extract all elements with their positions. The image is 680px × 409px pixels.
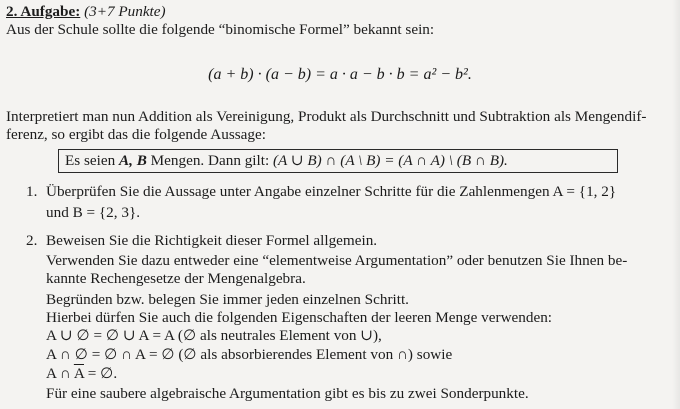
- item-number-1: 1.: [26, 183, 38, 200]
- item-1-line-2: und B = {2, 3}.: [46, 204, 141, 221]
- statement-sets: A, B: [119, 152, 147, 169]
- item-2-line-5: Hierbei dürfen Sie auch die folgenden Eigenschaften der leeren Menge verwenden:: [46, 309, 553, 326]
- interpretation-text-line-2: ferenz, so ergibt das die folgende Aussage:: [6, 126, 266, 143]
- empty-set-rule-union: A ∪ ∅ = ∅ ∪ A = A (∅ als neutrales Element von ∪),: [46, 327, 382, 344]
- complement-rule-overlined-set: $\overline{A}$: [73, 365, 84, 382]
- empty-set-rule-intersection: A ∩ ∅ = ∅ ∩ A = ∅ (∅ als absorbierendes Element von ∩) sowie: [46, 346, 453, 363]
- scan-shadow: [672, 0, 680, 409]
- item-1-line-1: Überprüfen Sie die Aussage unter Angabe einzelner Schritte für die Zahlenmengen A = {1, 2}: [46, 183, 617, 200]
- set-statement-box: [58, 149, 618, 173]
- binomial-formula: (a + b) · (a − b) = a · a − b · b = a² − b².: [208, 66, 472, 83]
- intro-text: Aus der Schule sollte die folgende “binomische Formel” bekannt sein:: [6, 21, 435, 38]
- item-2-line-2: Verwenden Sie dazu entweder eine “elementweise Argumentation” oder benutzen Sie Ihnen be-: [46, 252, 628, 269]
- complement-rule-prefix: A ∩: [46, 365, 74, 382]
- statement-prefix: Es seien: [65, 152, 119, 169]
- bonus-points-note: Für eine saubere algebraische Argumentation gibt es bis zu zwei Sonderpunkte.: [46, 385, 529, 402]
- item-2-line-4: Begründen bzw. belegen Sie immer jeden einzelnen Schritt.: [46, 291, 409, 308]
- item-2-line-3: kannte Rechengesetze der Mengenalgebra.: [46, 270, 306, 287]
- item-number-2: 2.: [26, 232, 38, 249]
- task-title: [6, 3, 166, 21]
- interpretation-text-line-1: Interpretiert man nun Addition als Vereinigung, Produkt als Durchschnitt und Subtraktion als Mengendif-: [6, 108, 647, 125]
- empty-set-rule-complement: [46, 365, 117, 383]
- task-points: (3+7 Punkte): [84, 3, 166, 20]
- item-2-line-1: Beweisen Sie die Richtigkeit dieser Formel allgemein.: [46, 232, 378, 249]
- complement-rule-suffix: = ∅.: [84, 365, 118, 382]
- statement-formula: (A ∪ B) ∩ (A \ B) = (A ∩ A) \ (B ∩ B).: [272, 152, 508, 169]
- task-heading: 2. Aufgabe:: [6, 3, 81, 20]
- statement-middle: Mengen. Dann gilt:: [146, 152, 273, 169]
